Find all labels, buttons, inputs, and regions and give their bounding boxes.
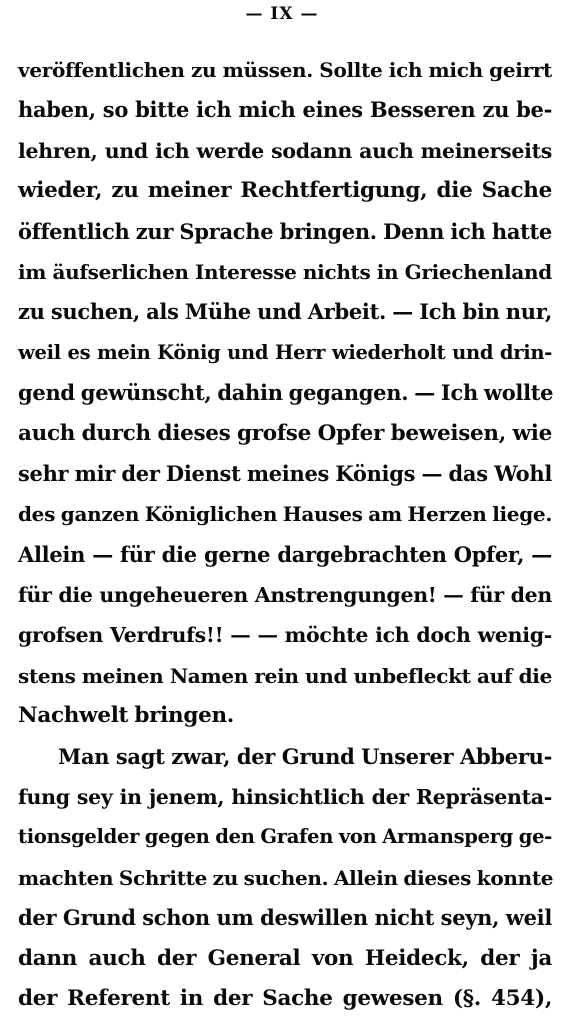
text-line: gend gewünscht, dahin gegangen. — Ich wollte (18, 380, 554, 406)
text-line: tionsgelder gegen den Grafen von Armansperg ge- (18, 825, 552, 849)
text-line: stens meinen Namen rein und unbefleckt auf die (18, 663, 552, 688)
text-line: zu suchen, als Mühe und Arbeit. — Ich bin nur, (18, 299, 552, 325)
text-line: haben, so bitte ich mich eines Besseren zu be- (18, 97, 552, 123)
text-line: Nachwelt bringen. (18, 703, 234, 729)
text-line: Allein — für die gerne dargebrachten Opfer, — (18, 541, 552, 567)
text-line: des ganzen Königlichen Hauses am Herzen liege. (18, 502, 552, 527)
text-line: machten Schritte zu suchen. Allein dieses konnte (18, 865, 554, 890)
text-line: öffentlich zur Sprache bringen. Denn ich hatte (18, 218, 552, 244)
text-line: der Referent in der Sache gewesen (§. 454), (18, 985, 552, 1011)
paragraph-first-line: Man sagt zwar, der Grund Unserer Abberu- (58, 743, 552, 769)
body-text (18, 50, 552, 1019)
text-line: dann auch der General von Heideck, der ja (18, 945, 552, 971)
text-line: lehren, und ich werde sodann auch meinerseits (18, 138, 552, 163)
text-line: veröffentlichen zu müssen. Sollte ich mich geirrt (18, 58, 552, 82)
page-number-header: — IX — (245, 4, 319, 24)
text-line: weil es mein König und Herr wiederholt und drin- (18, 340, 552, 364)
text-line: für die ungeheueren Anstrengungen! — für den (18, 583, 552, 608)
text-line: auch durch dieses grofse Opfer beweisen, wie (18, 420, 552, 446)
text-line: im äufserlichen Interesse nichts in Griechenland (18, 259, 552, 284)
text-line: fung sey in jenem, hinsichtlich der Repräsenta- (18, 785, 552, 810)
text-line: grofsen Verdrufs!! — — möchte ich doch wenig- (18, 623, 552, 648)
text-line: wieder, zu meiner Rechtfertigung, die Sache (18, 178, 552, 204)
text-line: sehr mir der Dienst meines Königs — das Wohl (18, 460, 552, 486)
text-line: der Grund schon um deswillen nicht seyn, weil (18, 905, 552, 931)
